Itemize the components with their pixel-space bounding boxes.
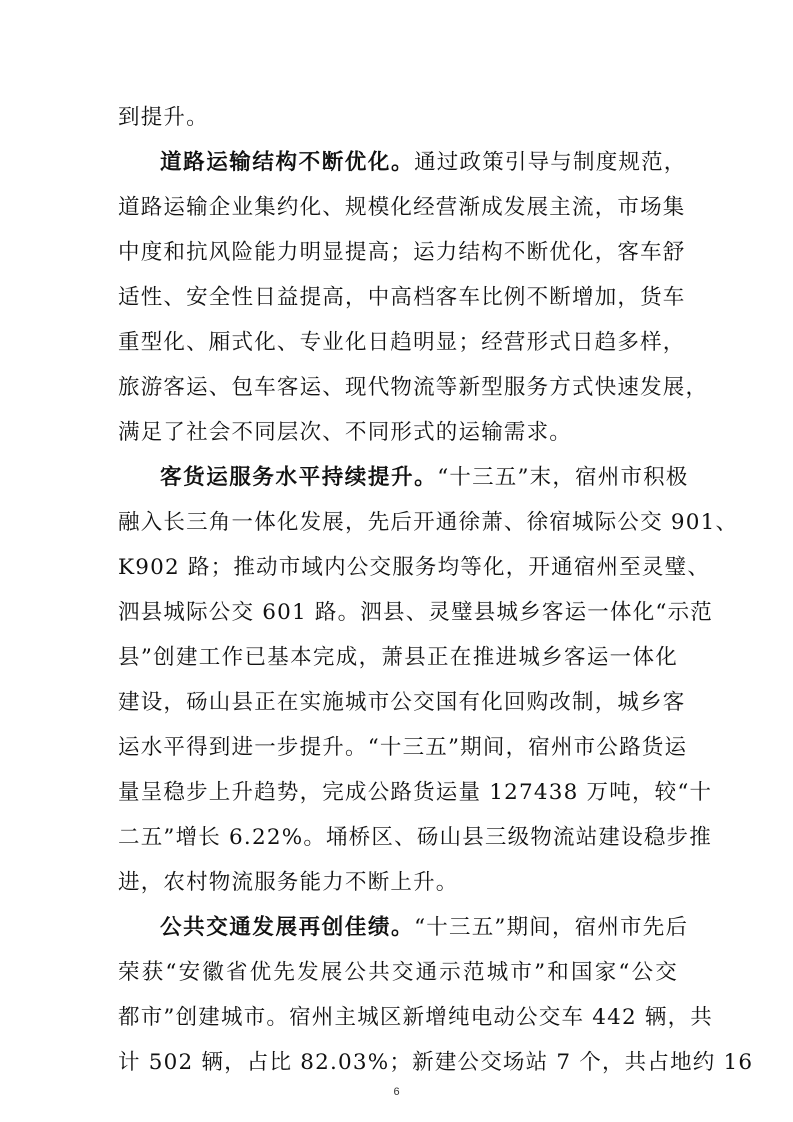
body-line-3: 道路运输企业集约化、规模化经营渐成发展主流，市场集: [118, 195, 686, 220]
section-heading-passenger-freight: 客货运服务水平持续提升。“十三五”末，宿州市积极: [160, 465, 689, 490]
section-heading-road-structure: 道路运输结构不断优化。通过政策引导与制度规范，: [160, 150, 687, 175]
body-line-11: K902 路；推动市域内公交服务均等化，开通宿州至灵璧、: [118, 555, 711, 580]
body-line-8: 满足了社会不同层次、不同形式的运输需求。: [118, 420, 573, 445]
body-line-10: 融入长三角一体化发展，先后开通徐萧、徐宿城际公交 901、: [118, 510, 739, 535]
section-heading-public-transit: 公共交通发展再创佳绩。“十三五”期间，宿州市先后: [160, 915, 689, 940]
body-line-21: 都市”创建城市。宿州主城区新增纯电动公交车 442 辆，共: [118, 1005, 713, 1030]
body-line-7: 旅游客运、包车客运、现代物流等新型服务方式快速发展，: [118, 375, 709, 400]
page-number: 6: [393, 1086, 400, 1098]
heading-bold: 客货运服务水平持续提升。: [160, 465, 438, 490]
body-line-17: 二五”增长 6.22%。埇桥区、砀山县三级物流站建设稳步推: [118, 825, 712, 850]
body-line-15: 运水平得到进一步提升。“十三五”期间，宿州市公路货运: [118, 735, 688, 760]
body-line-20: 荣获“安徽省优先发展公共交通示范城市”和国家“公交: [118, 960, 678, 985]
heading-bold: 道路运输结构不断优化。: [160, 150, 415, 175]
body-line-4: 中度和抗风险能力明显提高；运力结构不断优化，客车舒: [118, 240, 686, 265]
body-line-12: 泗县城际公交 601 路。泗县、灵璧县城乡客运一体化“示范: [118, 600, 713, 625]
body-line-22: 计 502 辆，占比 82.03%；新建公交场站 7 个，共占地约 16: [118, 1050, 754, 1075]
body-line-6: 重型化、厢式化、专业化日趋明显；经营形式日趋多样，: [118, 330, 686, 355]
body-line-1: 到提升。: [118, 105, 209, 130]
body-line-16: 量呈稳步上升趋势，完成公路货运量 127438 万吨，较“十: [118, 780, 713, 805]
body-line-5: 适性、安全性日益提高，中高档客车比例不断增加，货车: [118, 285, 686, 310]
body-line-18: 进，农村物流服务能力不断上升。: [118, 870, 459, 895]
body-line-14: 建设，砀山县正在实施城市公交国有化回购改制，城乡客: [118, 690, 686, 715]
body-line-13: 县”创建工作已基本完成，萧县正在推进城乡客运一体化: [118, 645, 678, 670]
heading-bold: 公共交通发展再创佳绩。: [160, 915, 415, 940]
